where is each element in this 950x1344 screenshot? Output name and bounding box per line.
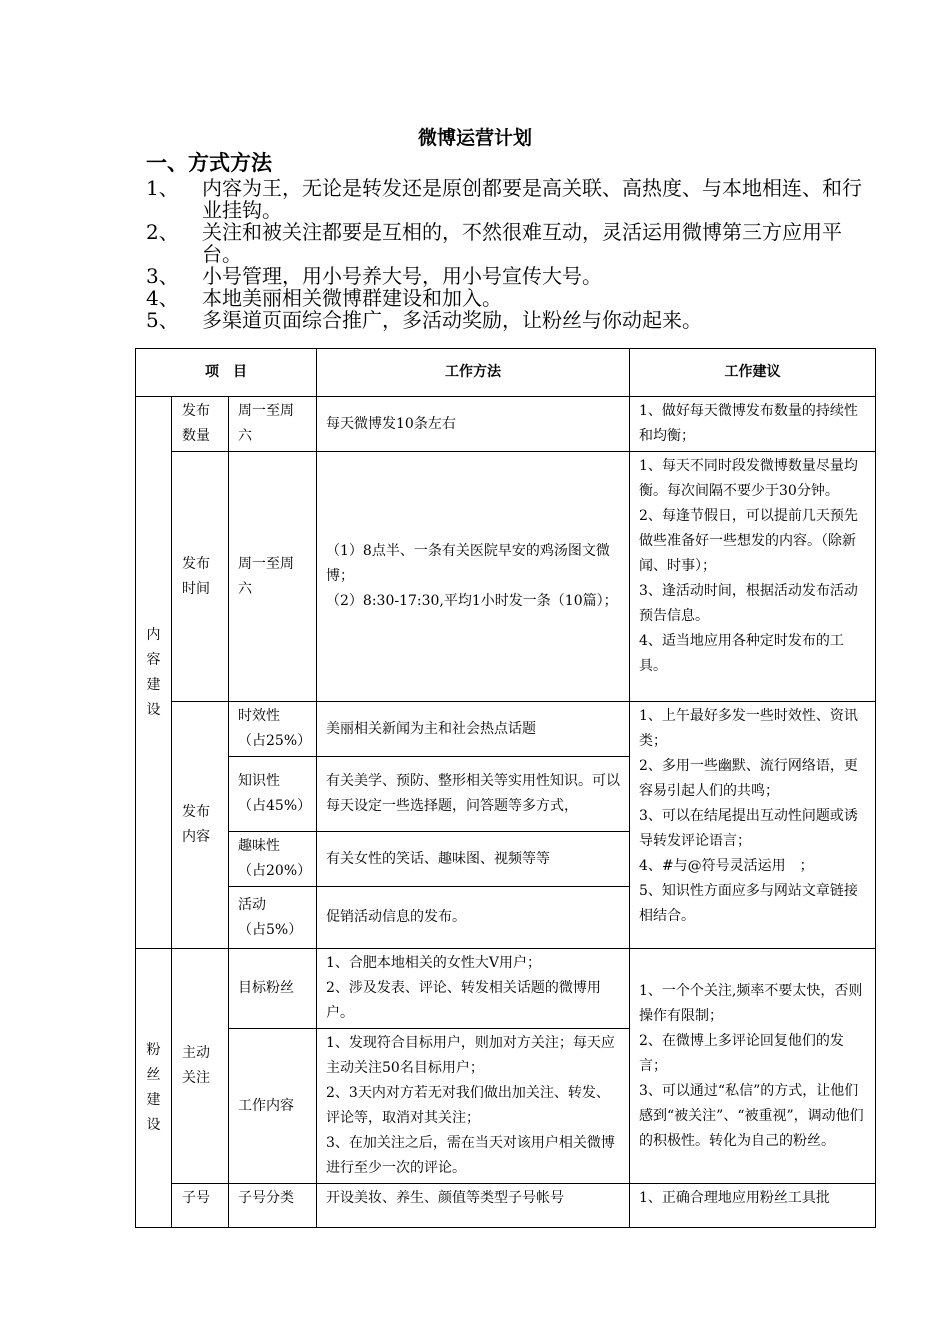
advice-line: 3、逢活动时间，根据活动发布活动预告信息。 xyxy=(639,583,858,624)
list-text: 小号管理，用小号养大号，用小号宣传大号。 xyxy=(202,264,602,288)
content-method: 有关美学、预防、整形相关等实用性知识。可以每天设定一些选择题，问答题等多方式， xyxy=(317,757,630,832)
table-row xyxy=(136,702,876,757)
advice-line: 4、#与@符号灵活运用 ； xyxy=(639,858,814,874)
list-number: 2、 xyxy=(146,220,179,244)
plan-table xyxy=(135,348,876,1228)
list-number: 1、 xyxy=(146,176,179,200)
header-advice: 工作建议 xyxy=(630,349,876,397)
sub-account-advice: 1、正确合理地应用粉丝工具批 xyxy=(630,1184,876,1228)
method-line: 3、在加关注之后，需在当天对该用户相关微博进行至少一次的评论。 xyxy=(326,1135,615,1176)
list-number: 4、 xyxy=(146,286,179,310)
header-item: 项 目 xyxy=(136,349,317,397)
advice-line: 3、可以在结尾提出互动性问题或诱导转发评论语言； xyxy=(639,808,858,849)
content-method: 有关女性的笑话、趣味图、视频等等 xyxy=(317,832,630,887)
sub-account-method: 开设美妆、养生、颜值等类型子号帐号 xyxy=(317,1184,630,1228)
sub-account-type: 子号分类 xyxy=(229,1184,317,1228)
advice-line: 2、多用一些幽默、流行网络语，更容易引起人们的共鸣； xyxy=(639,758,858,799)
advice-line: 1、上午最好多发一些时效性、资讯类； xyxy=(639,708,858,749)
post-time-method xyxy=(317,452,630,702)
advice-line: 2、在微博上多评论回复他们的发言； xyxy=(639,1032,844,1074)
table-row xyxy=(136,1184,876,1228)
section-heading: 一、方式方法 xyxy=(146,151,272,175)
table-row xyxy=(136,397,876,452)
method-line: 1、发现符合目标用户，则加对方关注；每天应主动关注50名目标用户； xyxy=(326,1035,615,1076)
advice-line: 2、每逢节假日，可以提前几天预先做些准备好一些想发的内容。（除新闻、时事）； xyxy=(639,508,858,574)
list-item xyxy=(146,221,876,265)
content-type: 知识性 （占45%） xyxy=(229,757,317,832)
method-list xyxy=(146,177,876,331)
post-time-period: 周一至周六 xyxy=(229,452,317,702)
content-method: 美丽相关新闻为主和社会热点话题 xyxy=(317,702,630,757)
target-fans-label: 目标粉丝 xyxy=(229,949,317,1029)
list-item xyxy=(146,177,876,221)
post-count-label: 发布数量 xyxy=(172,397,229,452)
post-count-period: 周一至周六 xyxy=(229,397,317,452)
method-line: （2）8:30-17:30,平均1小时发一条（10篇）； xyxy=(326,593,618,609)
post-count-method: 每天微博发10条左右 xyxy=(317,397,630,452)
list-text: 多渠道页面综合推广，多活动奖励，让粉丝与你动起来。 xyxy=(202,308,702,332)
method-line: 1、合肥本地相关的女性大V用户； xyxy=(326,955,542,971)
method-line: 2、涉及发表、评论、转发相关话题的微博用户。 xyxy=(326,980,601,1021)
list-number: 3、 xyxy=(146,264,179,288)
header-method: 工作方法 xyxy=(317,349,630,397)
work-content-label: 工作内容 xyxy=(229,1029,317,1184)
category-fans: 粉丝建设 xyxy=(136,949,172,1228)
category-content: 内容建设 xyxy=(136,397,172,949)
post-time-label: 发布时间 xyxy=(172,452,229,702)
advice-line: 3、可以通过“私信”的方式，让他们感到“被关注”、“被重视”，调动他们的积极性。转化为自己的粉丝。 xyxy=(639,1082,864,1149)
sub-account-label: 子号 xyxy=(172,1184,229,1228)
advice-line: 1、每天不同时段发微博数量尽量均衡。每次间隔不要少于30分钟。 xyxy=(639,458,858,499)
list-text: 关注和被关注都要是互相的，不然很难互动，灵活运用微博第三方应用平台。 xyxy=(202,220,842,266)
content-type: 时效性 （占25%） xyxy=(229,702,317,757)
post-time-advice xyxy=(630,452,876,702)
work-content-method xyxy=(317,1029,630,1184)
table-header-row xyxy=(136,349,876,397)
content-type: 活动 （占5%） xyxy=(229,887,317,949)
post-content-label: 发布内容 xyxy=(172,702,229,949)
table-row xyxy=(136,452,876,702)
document-title: 微博运营计划 xyxy=(417,127,532,149)
advice-line: 5、知识性方面应多与网站文章链接相结合。 xyxy=(639,883,858,924)
post-count-advice: 1、做好每天微博发布数量的持续性和均衡； xyxy=(630,397,876,452)
content-method: 促销活动信息的发布。 xyxy=(317,887,630,949)
table-row xyxy=(136,949,876,1029)
list-item xyxy=(146,265,876,287)
target-fans-method xyxy=(317,949,630,1029)
list-number: 5、 xyxy=(146,308,179,332)
advice-line: 1、一个个关注,频率不要太快，否则操作有限制； xyxy=(639,982,863,1024)
content-type: 趣味性 （占20%） xyxy=(229,832,317,887)
method-line: 2、3天内对方若无对我们做出加关注、转发、评论等，取消对其关注； xyxy=(326,1085,610,1126)
advice-line: 4、适当地应用各种定时发布的工具。 xyxy=(639,633,844,674)
post-content-advice xyxy=(630,702,876,949)
list-item xyxy=(146,287,876,309)
list-text: 本地美丽相关微博群建设和加入。 xyxy=(202,286,502,310)
list-item xyxy=(146,309,876,331)
active-follow-label: 主动关注 xyxy=(172,949,229,1184)
list-text: 内容为王，无论是转发还是原创都要是高关联、高热度、与本地相连、和行业挂钩。 xyxy=(202,176,862,222)
method-line: （1）8点半、一条有关医院早安的鸡汤图文微博； xyxy=(326,543,610,584)
active-follow-advice xyxy=(630,949,876,1184)
